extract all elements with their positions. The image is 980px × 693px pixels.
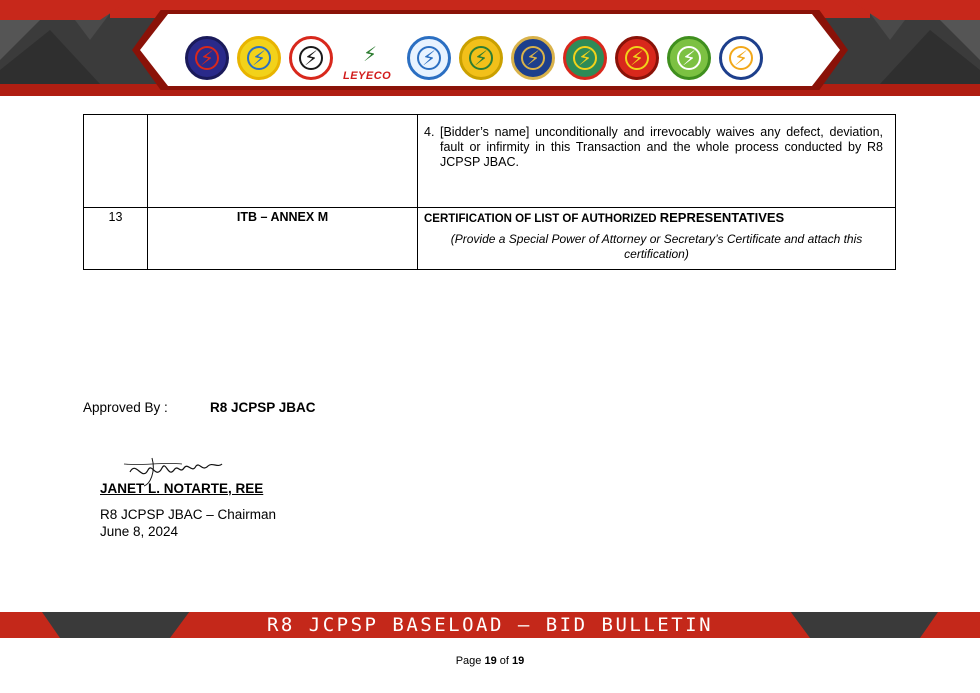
row-requirement-cell xyxy=(418,115,896,208)
row-reference-cell xyxy=(148,115,418,208)
certification-title xyxy=(418,208,895,225)
signing-date: June 8, 2024 xyxy=(100,524,179,539)
requirements-table xyxy=(83,114,896,270)
row-number-cell: 13 xyxy=(84,208,148,270)
bolt-icon: ⚡ xyxy=(199,46,215,70)
bolt-icon: ⚡ xyxy=(681,46,697,70)
cooperative-logo-7-icon xyxy=(511,36,555,80)
page-of: of xyxy=(499,655,509,667)
certification-note: (Provide a Special Power of Attorney or Secretary’s Certificate and attach this certification) xyxy=(450,232,863,261)
cooperative-logo-11-icon xyxy=(719,36,763,80)
leyeco-logo-icon xyxy=(341,36,399,80)
table-row xyxy=(84,115,896,208)
bolt-icon: ⚡ xyxy=(362,41,378,66)
row-reference-cell: ITB – ANNEX M xyxy=(148,208,418,270)
bolt-icon: ⚡ xyxy=(525,46,541,70)
table-row xyxy=(84,208,896,270)
row-number-cell xyxy=(84,115,148,208)
cooperative-logo-5-icon xyxy=(407,36,451,80)
leyeco-logo-text: LEYECO xyxy=(343,70,392,82)
requirement-item-text: [Bidder’s name] unconditionally and irrevocably waives any defect, deviation, fault or infirmity in this Transaction and the whole process conducted by R8 JCPSP JBAC. xyxy=(440,125,883,169)
cooperative-logo-3-icon xyxy=(289,36,333,80)
cooperative-logo-8-icon xyxy=(563,36,607,80)
bolt-icon: ⚡ xyxy=(303,46,319,70)
bolt-icon: ⚡ xyxy=(473,46,489,70)
bolt-icon: ⚡ xyxy=(577,46,593,70)
certification-title-part1: CERTIFICATION OF LIST OF AUTHORIZED xyxy=(424,213,660,225)
page-total: 19 xyxy=(512,655,525,667)
bolt-icon: ⚡ xyxy=(251,46,267,70)
bolt-icon: ⚡ xyxy=(629,46,645,70)
cooperative-logo-2-icon xyxy=(237,36,281,80)
footer-title: R8 JCPSP BASELOAD – BID BULLETIN xyxy=(266,614,714,636)
requirement-item-number: 4. xyxy=(424,125,435,139)
cooperative-logo-6-icon xyxy=(459,36,503,80)
page-number xyxy=(0,655,980,667)
signer-name: JANET L. NOTARTE, REE xyxy=(100,481,264,496)
approved-by-label: Approved By : xyxy=(83,400,168,415)
page-label: Page xyxy=(455,655,482,667)
cooperative-logo-1-icon xyxy=(185,36,229,80)
certification-title-part2: REPRESENTATIVES xyxy=(659,210,785,225)
bolt-icon: ⚡ xyxy=(421,46,437,70)
row-requirement-cell xyxy=(418,208,896,270)
page-current: 19 xyxy=(484,655,497,667)
approved-by-value: R8 JCPSP JBAC xyxy=(210,400,316,415)
page-header xyxy=(0,0,980,96)
signer-title: R8 JCPSP JBAC – Chairman xyxy=(100,507,277,522)
cooperative-logo-10-icon xyxy=(667,36,711,80)
bolt-icon: ⚡ xyxy=(733,46,749,70)
cooperative-logos xyxy=(185,28,795,88)
requirement-item xyxy=(418,115,895,170)
cooperative-logo-9-icon xyxy=(615,36,659,80)
